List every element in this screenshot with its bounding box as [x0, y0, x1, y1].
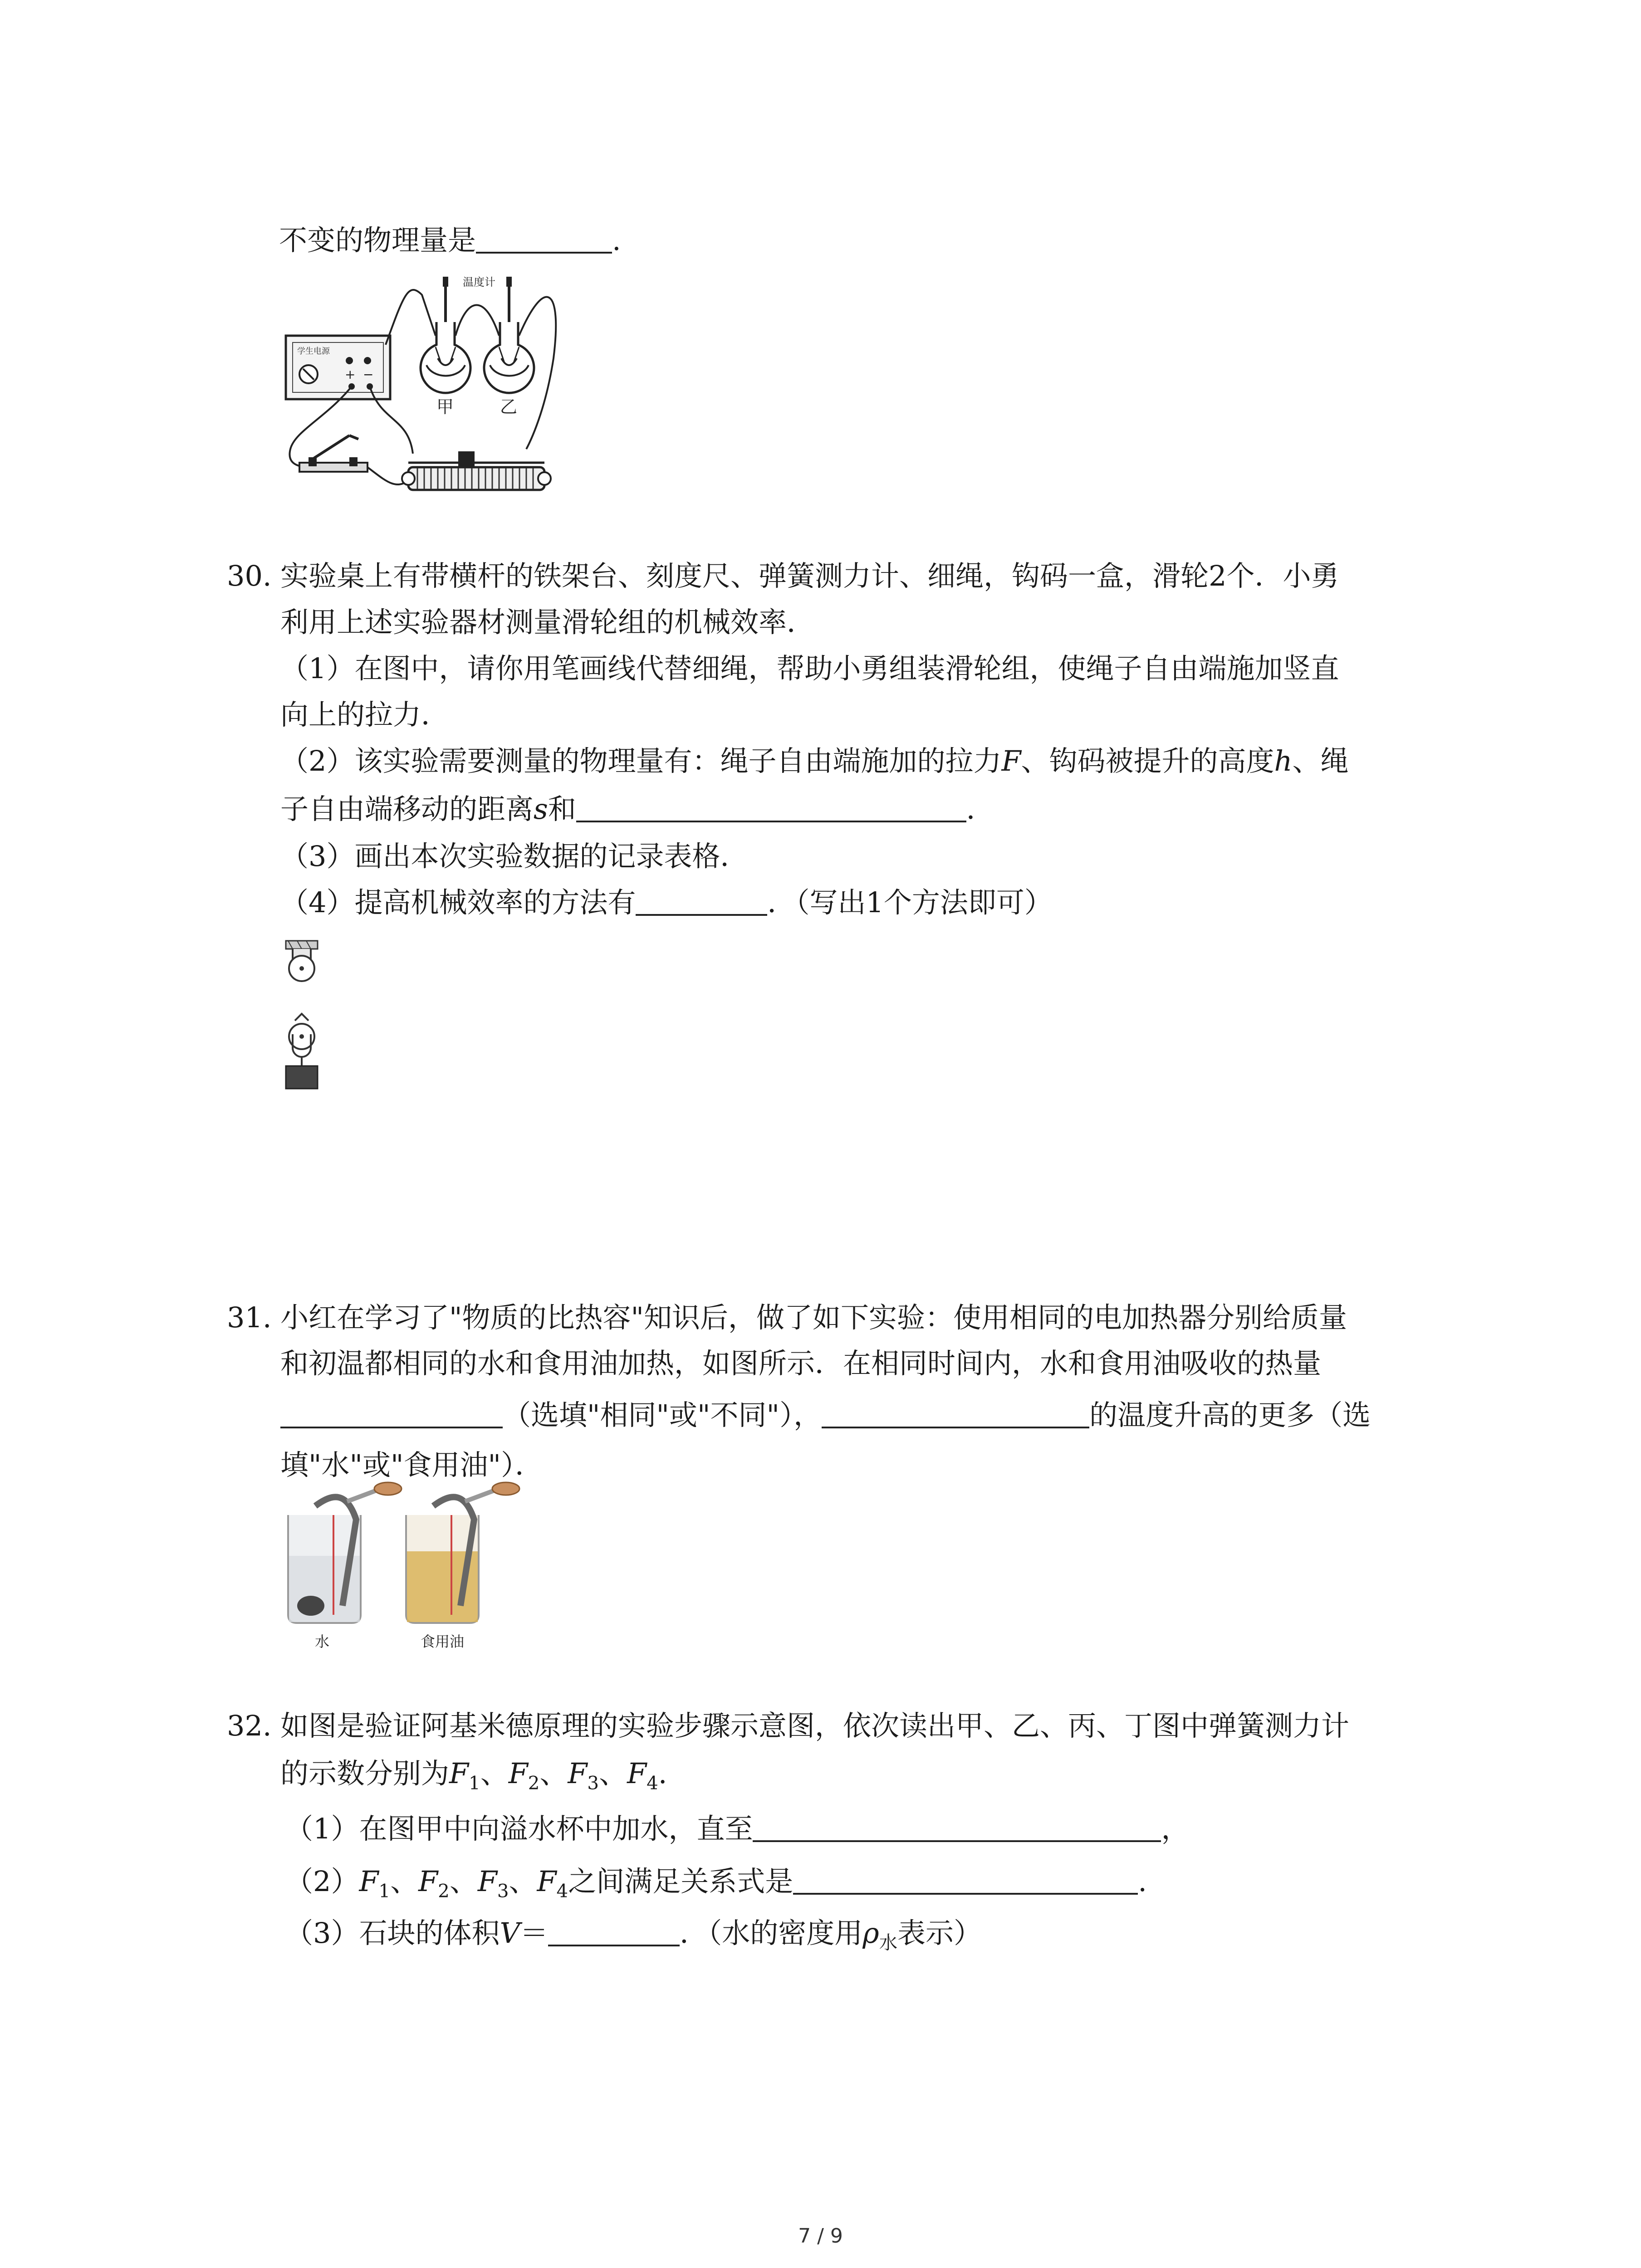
- circuit-figure: [272, 268, 585, 503]
- power-supply: [286, 336, 390, 399]
- rheostat: [402, 451, 551, 490]
- water-label: 水: [314, 1633, 330, 1650]
- q30-part1a: （1）在图中，请你用笔画线代替细绳，帮助小勇组装滑轮组，使绳子自由端施加竖直: [280, 652, 1339, 685]
- oil-beaker: [406, 1482, 519, 1650]
- q32-line1: 32. 如图是验证阿基米德原理的实验步骤示意图，依次读出甲、乙、丙、丁图中弹簧测力计: [227, 1709, 1350, 1742]
- answer-blank[interactable]: [822, 1398, 1089, 1428]
- page-number: 7 / 9: [798, 2224, 843, 2248]
- flask-jia: [421, 277, 470, 417]
- supply-label: 学生电源: [297, 347, 330, 356]
- water-beaker: [288, 1482, 402, 1650]
- q29-tail-line: 不变的物理量是 .: [279, 224, 621, 257]
- q30-part2a: （2）该实验需要测量的物理量有：绳子自由端施加的拉力F、钩码被提升的高度h、绳: [280, 744, 1349, 777]
- answer-blank[interactable]: [793, 1865, 1138, 1895]
- pulley-figure: [281, 939, 331, 1120]
- answer-blank[interactable]: [636, 886, 767, 916]
- flask-label-yi: 乙: [500, 397, 518, 417]
- answer-blank[interactable]: [576, 792, 966, 822]
- thermometer-label: 温度计: [463, 276, 495, 288]
- q31-line2: 和初温都相同的水和食用油加热，如图所示．在相同时间内，水和食用油吸收的热量: [280, 1347, 1322, 1380]
- q30-line1: 30. 实验桌上有带横杆的铁架台、刻度尺、弹簧测力计、细绳，钩码一盒，滑轮2个．小勇: [227, 559, 1339, 592]
- q32-part2: $(2)F_1$、$F_2$、$F_3$、$F_4$之间满足关系式是 .: [285, 1865, 1147, 1902]
- q30-line2: 利用上述实验器材测量滑轮组的机械效率．: [280, 606, 815, 639]
- movable-pulley: [286, 1014, 318, 1089]
- q31-line1: 31. 小红在学习了"物质的比热容"知识后，做了如下实验：使用相同的电加热器分别给质量: [227, 1301, 1347, 1334]
- q30-part1b: 向上的拉力．: [280, 698, 450, 731]
- q31-line4: 填"水"或"食用油"）．: [280, 1448, 544, 1481]
- svg-text:−: −: [363, 367, 374, 382]
- q32-part3: （3）石块的体积V＝ ．（水的密度用$\rho_水$表示）: [285, 1916, 982, 1954]
- answer-blank[interactable]: [753, 1812, 1161, 1842]
- answer-blank[interactable]: [280, 1398, 503, 1428]
- flask-label-jia: 甲: [436, 397, 454, 417]
- q31-line3: （选填"相同"或"不同"）， 的温度升高的更多（选: [280, 1397, 1371, 1433]
- q32-part1: （1）在图甲中向溢水杯中加水，直至 ，: [285, 1812, 1190, 1845]
- flask-yi: [484, 277, 534, 417]
- oil-label: 食用油: [420, 1633, 465, 1650]
- switch: [299, 435, 367, 472]
- q32-line2: 的示数分别为$F_1$、$F_2$、$F_3$、$F_4$.: [280, 1757, 667, 1794]
- q30-part3: （3）画出本次实验数据的记录表格．: [280, 840, 749, 873]
- answer-blank[interactable]: [548, 1916, 680, 1946]
- q30-part2b: 子自由端移动的距离s和 ．: [280, 792, 994, 826]
- answer-blank[interactable]: [476, 224, 612, 254]
- svg-text:+: +: [345, 367, 356, 382]
- fixed-pulley: [286, 941, 318, 981]
- beakers-figure: [279, 1479, 533, 1656]
- q30-part4: （4）提高机械效率的方法有 ．（写出1个方法即可）: [280, 886, 1053, 919]
